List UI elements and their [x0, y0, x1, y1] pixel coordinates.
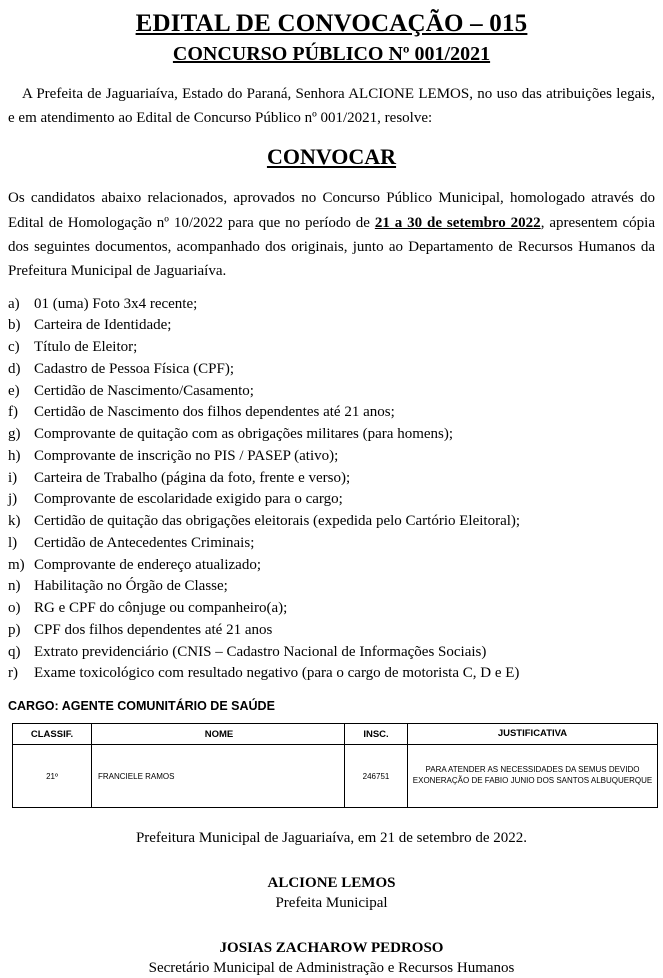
list-item-label: Comprovante de escolaridade exigido para o cargo;: [34, 491, 343, 508]
column-header-insc: INSC.: [345, 724, 408, 745]
list-item: [8, 663, 655, 685]
signature-name: ALCIONE LEMOS: [267, 875, 396, 892]
list-item-label: CPF dos filhos dependentes até 21 anos: [34, 621, 273, 638]
list-item: [8, 359, 655, 381]
page-subtitle-text: CONCURSO PÚBLICO Nº 001/2021: [172, 42, 491, 65]
table-header-row: [13, 724, 658, 745]
list-item-marker: l): [8, 534, 18, 551]
cell-insc: 246751: [345, 745, 408, 808]
list-item: [8, 468, 655, 490]
list-item-marker: d): [8, 360, 21, 377]
list-item-marker: h): [8, 447, 21, 464]
convocar-heading: [8, 144, 655, 170]
list-item: [8, 576, 655, 598]
list-item-label: Extrato previdenciário (CNIS – Cadastro Nacional de Informações Sociais): [34, 643, 487, 660]
documents-list: [8, 294, 655, 686]
list-item-marker: p): [8, 621, 21, 638]
list-item-label: Certidão de Antecedentes Criminais;: [34, 534, 255, 551]
list-item-label: Carteira de Identidade;: [34, 317, 172, 334]
page-title: [8, 10, 655, 39]
list-item-label: Certidão de Nascimento/Casamento;: [34, 382, 254, 399]
list-item: [8, 533, 655, 555]
list-item-marker: f): [8, 404, 18, 421]
closing-location-date: Prefeitura Municipal de Jaguariaíva, em 21 de setembro de 2022.: [135, 830, 528, 847]
list-item-label: Título de Eleitor;: [34, 339, 138, 356]
list-item-label: RG e CPF do cônjuge ou companheiro(a);: [34, 600, 288, 617]
list-item-marker: a): [8, 295, 20, 312]
candidates-table: [12, 723, 658, 808]
list-item-marker: m): [8, 556, 25, 573]
table-row: [13, 745, 658, 808]
cargo-label: CARGO: AGENTE COMUNITÁRIO DE SAÚDE: [8, 699, 275, 714]
list-item: [8, 489, 655, 511]
column-header-classif: CLASSIF.: [13, 724, 92, 745]
list-item: [8, 642, 655, 664]
convocation-paragraph: [8, 186, 655, 283]
list-item: [8, 446, 655, 468]
signature-role: Secretário Municipal de Administração e Recursos Humanos: [148, 959, 515, 976]
column-header-nome: NOME: [92, 724, 345, 745]
list-item-marker: c): [8, 339, 20, 356]
convocation-text-part2: , apresentem cópia dos seguintes documentos, acompanhado dos originais, junto ao Departamento de Recursos Humanos da Prefeitura Municipal de Jaguariaíva.: [8, 214, 656, 280]
list-item-marker: r): [8, 665, 18, 682]
list-item-marker: k): [8, 513, 21, 530]
list-item: [8, 402, 655, 424]
list-item-marker: n): [8, 578, 21, 595]
list-item-marker: i): [8, 469, 18, 486]
intro-paragraph: A Prefeita de Jaguariaíva, Estado do Paraná, Senhora ALCIONE LEMOS, no uso das atribuições legais, e em atendimento ao Edital de Concurso Público nº 001/2021, resolve:: [8, 85, 655, 127]
convocar-heading-text: CONVOCAR: [266, 144, 397, 170]
list-item-marker: b): [8, 317, 21, 334]
convocation-text-part1: Os candidatos abaixo relacionados, aprovados no Concurso Público Municipal, homologado através do Edital de Homologação nº 10/2022 para que no período de: [8, 190, 655, 231]
list-item-marker: j): [8, 491, 18, 508]
list-item-marker: e): [8, 382, 20, 399]
signature-name: JOSIAS ZACHAROW PEDROSO: [219, 939, 444, 956]
signature-block-secretario: [8, 938, 655, 978]
convocation-period: 21 a 30 de setembro 2022: [374, 214, 541, 231]
list-item-label: Carteira de Trabalho (página da foto, frente e verso);: [34, 469, 351, 486]
list-item: [8, 424, 655, 446]
list-item-label: 01 (uma) Foto 3x4 recente;: [34, 295, 198, 312]
list-item-label: Comprovante de endereço atualizado;: [34, 556, 261, 573]
list-item: [8, 315, 655, 337]
list-item-label: Cadastro de Pessoa Física (CPF);: [34, 360, 234, 377]
list-item-label: Exame toxicológico com resultado negativo (para o cargo de motorista C, D e E): [34, 665, 520, 682]
page-title-text: EDITAL DE CONVOCAÇÃO – 015: [135, 10, 528, 37]
column-header-justificativa: JUSTIFICATIVA: [408, 724, 658, 745]
list-item: [8, 598, 655, 620]
cell-justificativa: PARA ATENDER AS NECESSIDADES DA SEMUS DEVIDO EXONERAÇÃO DE FABIO JUNIO DOS SANTOS ALBUQUERQUE: [408, 745, 658, 808]
list-item-label: Certidão de quitação das obrigações eleitorais (expedida pelo Cartório Eleitoral);: [34, 513, 521, 530]
cell-nome: FRANCIELE RAMOS: [92, 745, 345, 808]
list-item-label: Certidão de Nascimento dos filhos dependentes até 21 anos;: [34, 404, 395, 421]
list-item: [8, 381, 655, 403]
list-item: [8, 620, 655, 642]
signature-block-prefeita: [8, 873, 655, 914]
list-item-marker: g): [8, 426, 21, 443]
list-item-label: Comprovante de quitação com as obrigações militares (para homens);: [34, 426, 454, 443]
signature-role: Prefeita Municipal: [275, 895, 388, 912]
list-item-label: Comprovante de inscrição no PIS / PASEP (ativo);: [34, 447, 339, 464]
cell-classif: 21º: [13, 745, 92, 808]
list-item-marker: o): [8, 600, 21, 617]
list-item: [8, 555, 655, 577]
list-item-marker: q): [8, 643, 21, 660]
list-item: [8, 294, 655, 316]
list-item: [8, 511, 655, 533]
page-subtitle: [8, 43, 655, 66]
list-item-label: Habilitação no Órgão de Classe;: [34, 578, 228, 595]
list-item: [8, 337, 655, 359]
